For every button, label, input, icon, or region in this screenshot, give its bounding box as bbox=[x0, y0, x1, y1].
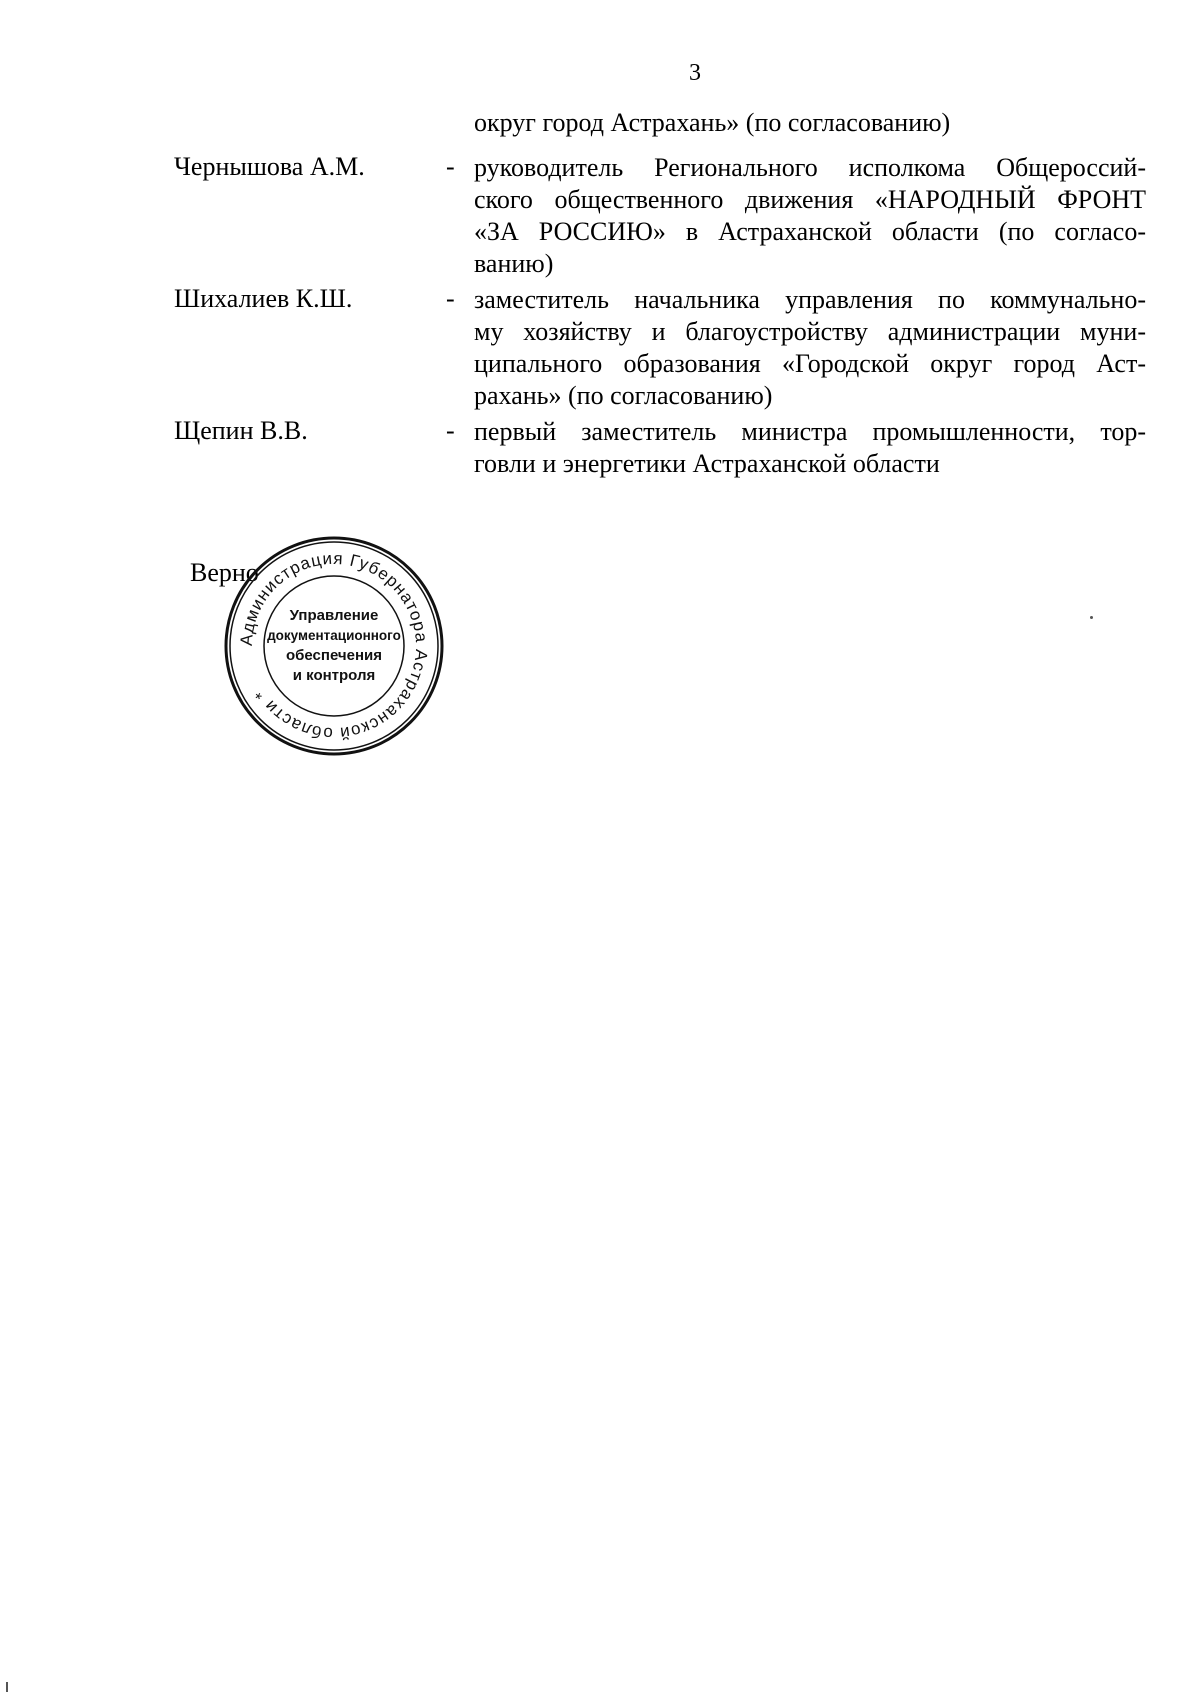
stamp-center-line: документационного bbox=[267, 628, 401, 643]
position-line: заместитель начальника управления по коммунально- bbox=[474, 285, 1146, 314]
position-line: ского общественного движения «НАРОДНЫЙ ФРОНТ bbox=[474, 185, 1146, 214]
certification-label: Верно bbox=[190, 558, 259, 587]
stamp-ring-text bbox=[237, 549, 431, 743]
scan-speck bbox=[1090, 616, 1093, 619]
official-stamp bbox=[222, 534, 446, 758]
position-line: му хозяйству и благоустройству администрации муни- bbox=[474, 317, 1146, 346]
stamp-outer-ring bbox=[226, 538, 442, 754]
position-line: руководитель Регионального исполкома Общероссий- bbox=[474, 153, 1146, 182]
scan-speck bbox=[6, 1682, 8, 1692]
position-line: первый заместитель министра промышленности, тор- bbox=[474, 417, 1146, 446]
stamp-center-line: Управление bbox=[289, 607, 379, 624]
dash-separator: - bbox=[446, 152, 455, 181]
member-position bbox=[474, 152, 1146, 280]
page-number: 3 bbox=[689, 60, 701, 86]
position-line: «ЗА РОССИЮ» в Астраханской области (по согласо- bbox=[474, 217, 1146, 246]
position-line: говли и энергетики Астраханской области bbox=[474, 449, 940, 478]
member-name: Щепин В.В. bbox=[174, 416, 308, 445]
stamp-inner-ring bbox=[264, 576, 404, 716]
continuation-line: округ город Астрахань» (по согласованию) bbox=[474, 108, 951, 137]
member-name: Шихалиев К.Ш. bbox=[174, 284, 353, 313]
stamp-ring-text-path: Администрация Губернатора Астраханской области * bbox=[236, 548, 432, 744]
member-position bbox=[474, 284, 1146, 412]
stamp-outer-ring-inner bbox=[230, 542, 438, 750]
stamp-center-line: обеспечения bbox=[285, 647, 383, 664]
member-name: Чернышова А.М. bbox=[174, 152, 365, 181]
member-position bbox=[474, 416, 1146, 480]
position-line: ванию) bbox=[474, 249, 554, 278]
stamp-center-text bbox=[267, 607, 401, 684]
stamp-graphic bbox=[222, 534, 446, 758]
position-line: ципального образования «Городской округ город Аст- bbox=[474, 349, 1146, 378]
dash-separator: - bbox=[446, 416, 455, 445]
position-line: рахань» (по согласованию) bbox=[474, 381, 773, 410]
dash-separator: - bbox=[446, 284, 455, 313]
stamp-center-line: и контроля bbox=[292, 667, 376, 684]
